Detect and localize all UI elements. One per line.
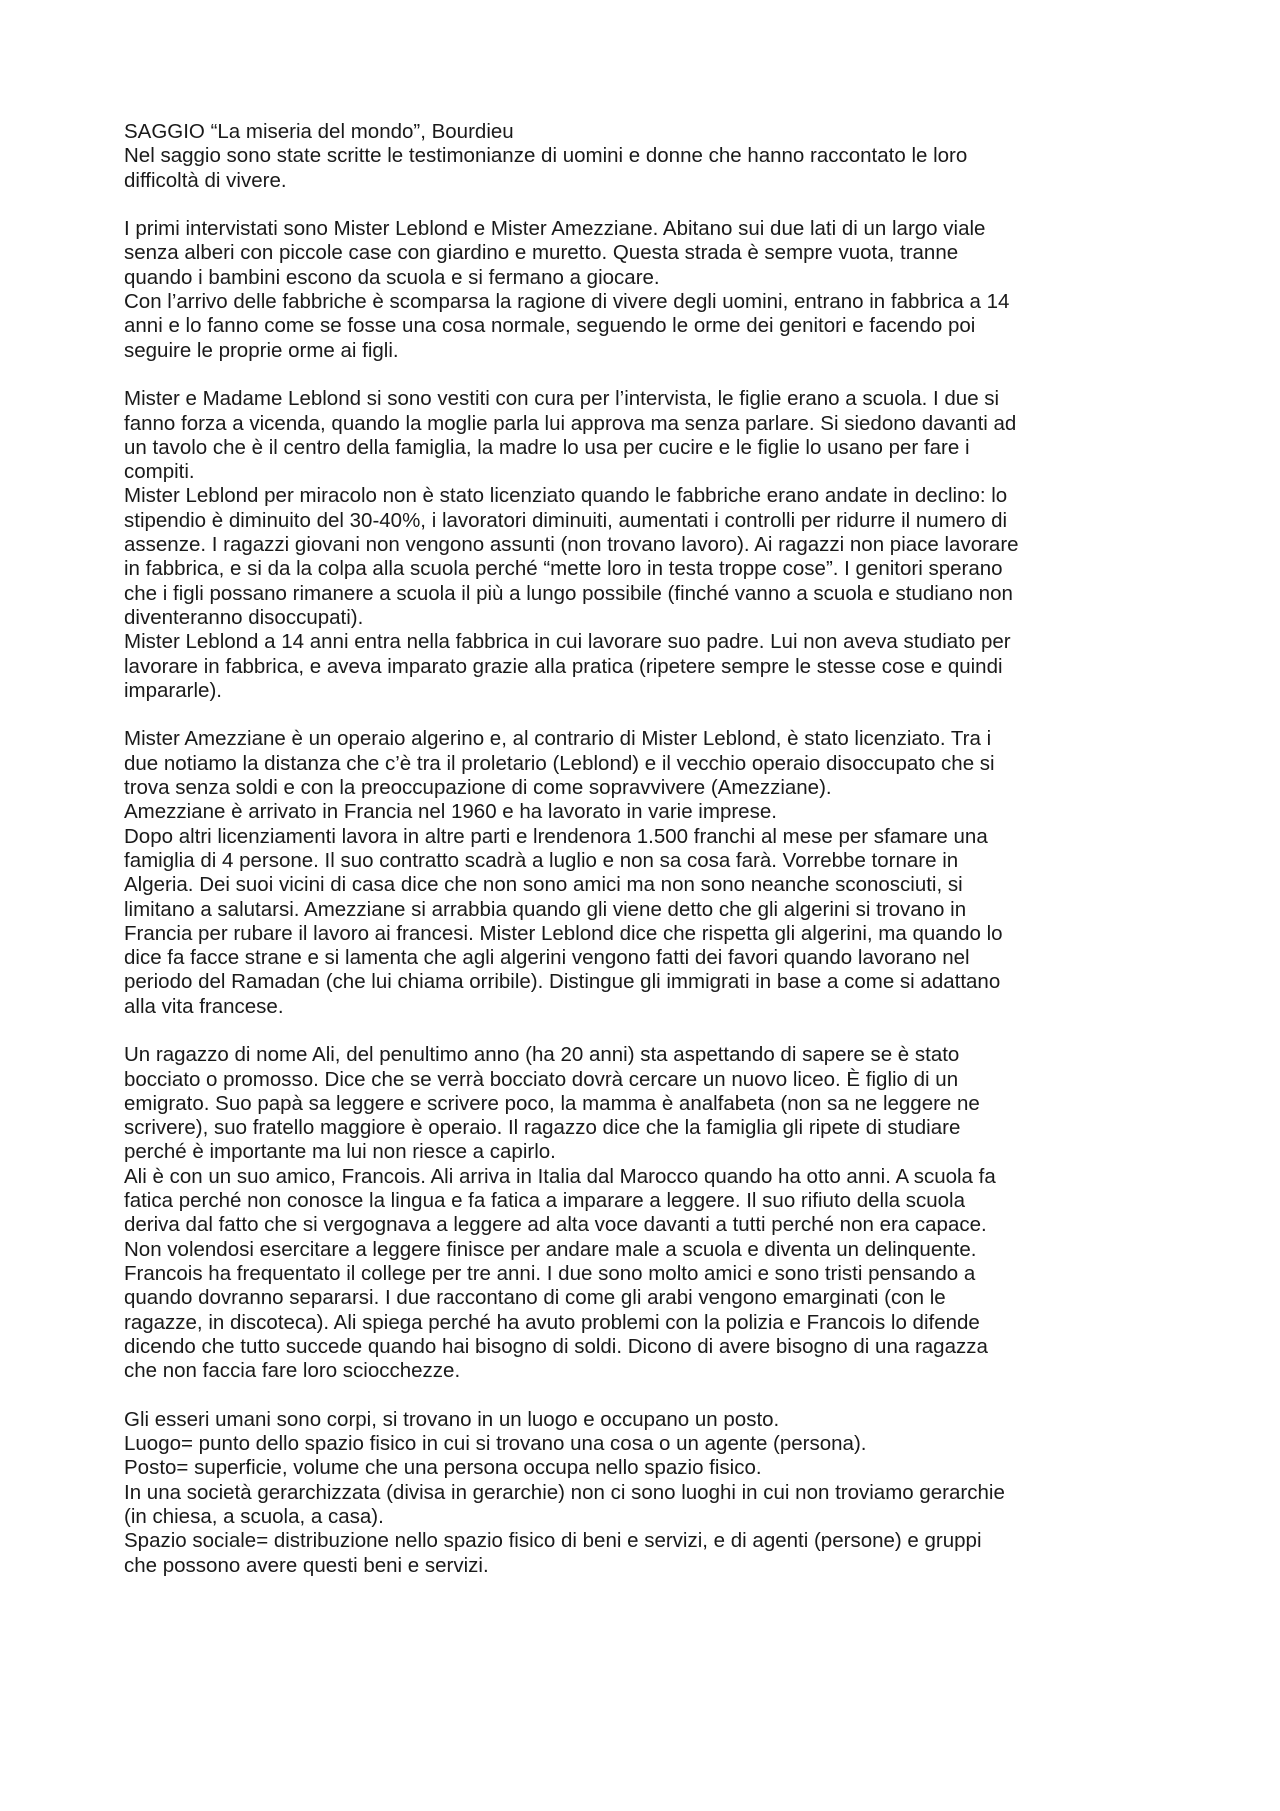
paragraph-amezziane-arrival: Amezziane è arrivato in Francia nel 1960 e ha lavorato in varie imprese. bbox=[124, 800, 777, 824]
paragraph-amezziane: Mister Amezziane è un operaio algerino e, al contrario di Mister Leblond, è stato licenziato. Tra i due notiamo la distanza che c’è tra il proletario (Leblond) e il vecchio operaio disoccupato che si trova senza soldi e con la preoccupazione di come sopravvivere (Amezziane). bbox=[124, 727, 995, 800]
paragraph-leblond-family: Mister e Madame Leblond si sono vestiti con cura per l’intervista, le figlie erano a scuola. I due si fanno forza a vicenda, quando la moglie parla lui approva ma senza parlare. Si siedono davanti ad un tavolo che è il centro della famiglia, la madre lo usa per cucire e le figlie lo usano per fare i compiti. bbox=[124, 387, 1017, 484]
paragraph-gap bbox=[124, 1383, 1184, 1407]
document-page bbox=[124, 120, 1184, 1578]
paragraph-gap bbox=[124, 1019, 1184, 1043]
paragraph-factories: Con l’arrivo delle fabbriche è scomparsa la ragione di vivere degli uomini, entrano in fabbrica a 14 anni e lo fanno come se fosse una cosa normale, seguendo le orme dei genitori e facendo poi seguire le proprie orme ai figli. bbox=[124, 290, 1010, 362]
paragraph-gap bbox=[124, 703, 1184, 727]
paragraph-gap bbox=[124, 193, 1184, 217]
paragraph-leblond-job: Mister Leblond per miracolo non è stato licenziato quando le fabbriche erano andate in declino: lo stipendio è diminuito del 30-40%, i lavoratori diminuiti, aumentati i controlli per ridurre il numero di assenze. I ragazzi giovani non vengono assunti (non trovano lavoro). Ai ragazzi non piace lavorare in fabbrica, e si da la colpa alla scuola perché “mette loro in testa troppe cose”. I genitori sperano che i figli possano rimanere a scuola il più a lungo possibile (finché vanno a scuola e studiano non diventeranno disoccupati). bbox=[124, 484, 1019, 629]
definition-posto: Posto= superficie, volume che una persona occupa nello spazio fisico. bbox=[124, 1456, 762, 1480]
paragraph-intro: Nel saggio sono state scritte le testimonianze di uomini e donne che hanno raccontato le loro difficoltà di vivere. bbox=[124, 144, 968, 192]
paragraph-gap bbox=[124, 363, 1184, 387]
document-title: SAGGIO “La miseria del mondo”, Bourdieu bbox=[124, 120, 514, 143]
paragraph-hierarchy: In una società gerarchizzata (divisa in gerarchie) non ci sono luoghi in cui non troviamo gerarchie (in chiesa, a scuola, a casa). bbox=[124, 1480, 1005, 1528]
paragraph-ali-francois: Ali è con un suo amico, Francois. Ali arriva in Italia dal Marocco quando ha otto anni. A scuola fa fatica perché non conosce la lingua e fa fatica a imparare a leggere. Il suo rifiuto della scuola deriva dal fatto che si vergognava a leggere ad alta voce davanti a tutti perché non era capace. Non volendosi esercitare a leggere finisce per andare male a scuola e diventa un delinquente. Francois ha frequentato il college per tre anni. I due sono molto amici e sono tristi pensando a quando dovranno separarsi. I due raccontano di come gli arabi vengono emarginati (con le ragazze, in discoteca). Ali spiega perché ha avuto problemi con la polizia e Francois lo difende dicendo che tutto succede quando hai bisogno di soldi. Dicono di avere bisogno di una ragazza che non faccia fare loro sciocchezze. bbox=[124, 1164, 996, 1383]
definition-spazio-sociale: Spazio sociale= distribuzione nello spazio fisico di beni e servizi, e di agenti (persone) e gruppi che possono avere questi beni e servizi. bbox=[124, 1529, 982, 1577]
definition-luogo: Luogo= punto dello spazio fisico in cui si trovano una cosa o un agente (persona). bbox=[124, 1432, 867, 1456]
paragraph-leblond-youth: Mister Leblond a 14 anni entra nella fabbrica in cui lavorare suo padre. Lui non aveva studiato per lavorare in fabbrica, e aveva imparato grazie alla pratica (ripetere sempre le stesse cose e quindi impararle). bbox=[124, 630, 1011, 702]
paragraph-amezziane-work: Dopo altri licenziamenti lavora in altre parti e lrendenora 1.500 franchi al mese per sfamare una famiglia di 4 persone. Il suo contratto scadrà a luglio e non sa cosa farà. Vorrebbe tornare in Algeria. Dei suoi vicini di casa dice che non sono amici ma non sono neanche sconosciuti, si limitano a salutarsi. Amezziane si arrabbia quando gli viene detto che gli algerini si trovano in Francia per rubare il lavoro ai francesi. Mister Leblond dice che rispetta gli algerini, ma quando lo dice fa facce strane e si lamenta che agli algerini vengono fatti dei favori quando lavorano nel periodo del Ramadan (che lui chiama orribile). Distingue gli immigrati in base a come si adattano alla vita francese. bbox=[124, 824, 1003, 1018]
paragraph-human-bodies: Gli esseri umani sono corpi, si trovano in un luogo e occupano un posto. bbox=[124, 1407, 780, 1431]
paragraph-ali: Un ragazzo di nome Ali, del penultimo anno (ha 20 anni) sta aspettando di sapere se è stato bocciato o promosso. Dice che se verrà bocciato dovrà cercare un nuovo liceo. È figlio di un emigrato. Suo papà sa leggere e scrivere poco, la mamma è analfabeta (non sa ne leggere ne scrivere), suo fratello maggiore è operaio. Il ragazzo dice che la famiglia gli ripete di studiare perché è importante ma lui non riesce a capirlo. bbox=[124, 1043, 980, 1164]
paragraph-first-interviewees: I primi intervistati sono Mister Leblond e Mister Amezziane. Abitano sui due lati di un largo viale senza alberi con piccole case con giardino e muretto. Questa strada è sempre vuota, tranne quando i bambini escono da scuola e si fermano a giocare. bbox=[124, 217, 986, 289]
